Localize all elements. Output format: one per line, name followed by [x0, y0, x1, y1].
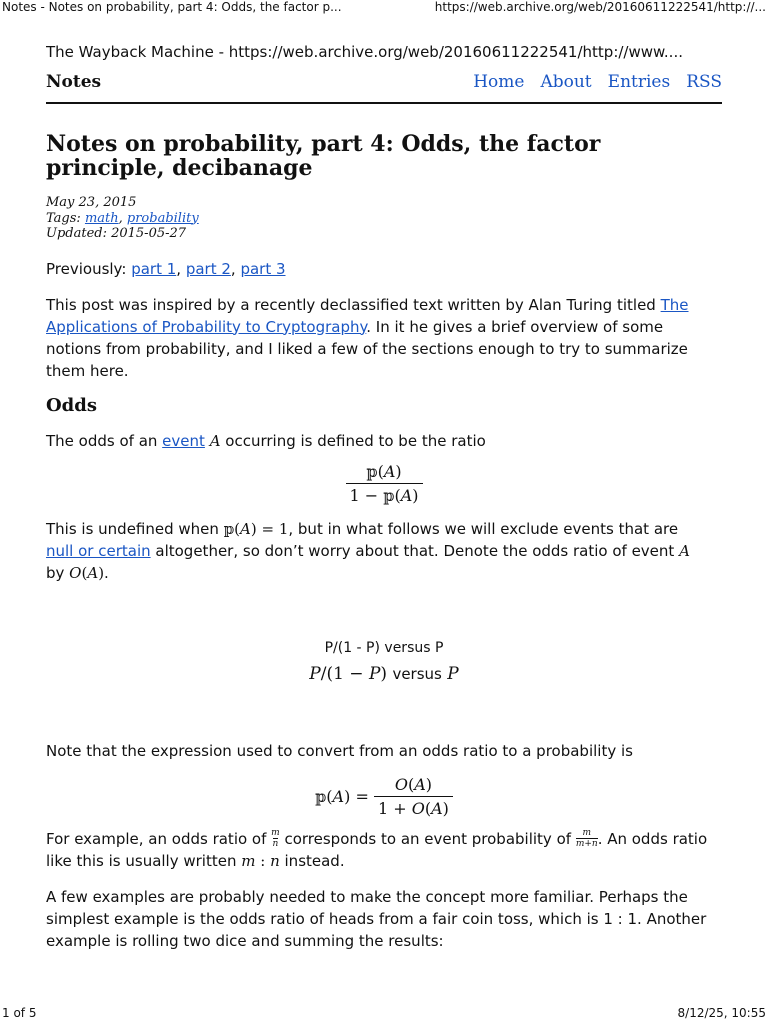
turing-text-link[interactable]: The Applications of Probability to Cryptography	[46, 295, 689, 336]
intro-text-2: . In it he gives a brief overview of some notions from probability, and I liked a few of the sections enough to try to summarize them here.	[46, 317, 688, 380]
figure-equation: P/(1 − P) versus P	[309, 663, 459, 684]
nav-about-link[interactable]: About	[540, 72, 592, 92]
post-updated: Updated: 2015-05-27	[46, 226, 187, 241]
odds-ratio-equation	[46, 458, 722, 510]
tag-probability-link[interactable]: probability	[126, 210, 199, 226]
tags-label: Tags:	[46, 210, 81, 226]
odds-fraction: $\frac{\text{𝕡(A)}}{\text{1 − 𝕡(A)}}$	[346, 462, 423, 505]
part-2-link[interactable]: part 2	[185, 259, 231, 278]
part-3-link[interactable]: part 3	[240, 259, 286, 278]
nav-home-link[interactable]: Home	[473, 72, 525, 92]
math-m-over-m-plus-n: $\frac{m}{m+n}$	[575, 828, 598, 849]
odds-heading: Odds	[46, 394, 97, 416]
wayback-banner: The Wayback Machine - https://web.archive.org/web/20160611222541/http://www....	[46, 43, 683, 61]
example-text-4: instead.	[279, 851, 345, 870]
math-p-a-equals-1: 𝕡(A) = 1	[223, 519, 289, 538]
example-text-3: . An odds ratio like this is usually written	[46, 829, 708, 870]
figure-spacer	[46, 584, 722, 640]
undef-text-3: altogether, so don’t worry about that. Denote the odds ratio of event	[150, 541, 680, 560]
math-a: A	[679, 541, 690, 560]
print-page-number: 1 of 5	[2, 1006, 37, 1020]
example-paragraph: For example, an odds ratio of $\frac{m}{n}$ corresponds to an event probability of $\frac{m}{m+n}$ . An odds ratio like this is usually written m : n instead.	[46, 828, 708, 870]
undef-text-1: This is undefined when	[46, 519, 224, 538]
undef-text-2: , but in what follows we will exclude events that are	[288, 519, 679, 538]
print-header-title: Notes - Notes on probability, part 4: Odds, the factor p...	[2, 0, 342, 14]
math-m-colon-n: m	[241, 851, 256, 870]
page	[46, 42, 722, 952]
odds-text-2: occurring is defined to be the ratio	[220, 431, 486, 450]
convert-paragraph: Note that the expression used to convert from an odds ratio to a probability is	[46, 741, 633, 760]
probability-fraction: $\frac{O(A)}{1 + O(A)}$	[374, 775, 453, 818]
tag-math-link[interactable]: math	[84, 210, 119, 226]
print-datetime: 8/12/25, 10:55	[677, 1006, 766, 1020]
post-title: Notes on probability, part 4: Odds, the factor principle, decibanage	[46, 131, 601, 181]
figure-versus: versus	[392, 664, 442, 683]
odds-definition-paragraph	[46, 430, 722, 452]
odds-figure	[46, 640, 722, 684]
example-text-2: corresponds to an event probability of	[279, 829, 576, 848]
previously-paragraph: Previously: part 1, part 2, part 3	[46, 259, 286, 278]
math-o-a: O(A)	[69, 563, 105, 582]
site-title[interactable]: Notes	[46, 72, 102, 92]
print-header-url: https://web.archive.org/web/20160611222541/http://...	[434, 0, 766, 14]
post-date: May 23, 2015	[46, 195, 137, 210]
undefined-paragraph: This is undefined when 𝕡(A) = 1, but in what follows we will exclude events that are null or certain altogether, so don’t worry about that. Denote the odds ratio of event A by O(A).	[46, 519, 690, 582]
intro-text-1: This post was inspired by a recently declassified text written by Alan Turing titled	[46, 295, 656, 314]
undef-text-4: by	[46, 563, 70, 582]
site-header	[46, 70, 722, 104]
event-link[interactable]: event	[162, 431, 205, 450]
example-text-1: For example, an odds ratio of	[46, 829, 272, 848]
null-or-certain-link[interactable]: null or certain	[46, 541, 151, 560]
few-examples-paragraph: A few examples are probably needed to make the concept more familiar. Perhaps the simplest example is the odds ratio of heads from a fair coin toss, which is 1 : 1. Another example is rolling two dice and summing the results:	[46, 887, 707, 950]
nav-entries-link[interactable]: Entries	[607, 72, 671, 92]
part-1-link[interactable]: part 1	[131, 259, 177, 278]
figure-spacer-bottom	[46, 684, 722, 740]
print-footer	[0, 1006, 768, 1024]
nav-rss-link[interactable]: RSS	[686, 72, 722, 92]
post-tags: Tags: math, probability	[46, 210, 199, 226]
figure-alt-text: P/(1 - P) versus P	[324, 639, 444, 656]
print-header	[0, 0, 768, 18]
intro-paragraph	[46, 294, 722, 382]
math-m-over-n: $\frac{m}{n}$	[271, 828, 280, 849]
previously-label: Previously:	[46, 259, 127, 278]
odds-text-1: The odds of an	[46, 431, 163, 450]
post-meta	[46, 195, 722, 242]
site-nav	[473, 70, 722, 94]
math-a: A	[209, 431, 221, 450]
probability-equation: 𝕡(A) = $\frac{O(A)}{1 + O(A)}$	[46, 772, 722, 822]
